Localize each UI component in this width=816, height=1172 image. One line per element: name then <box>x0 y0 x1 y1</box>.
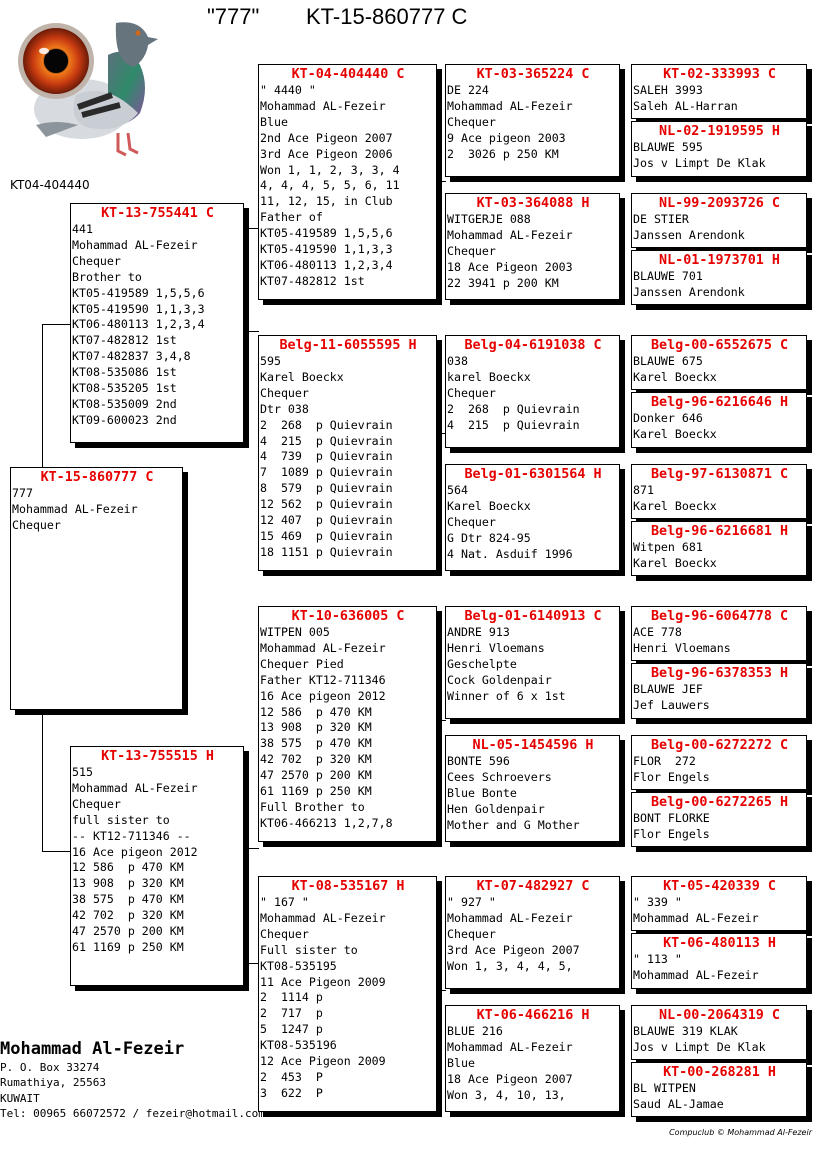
pedigree-line: KT07-482812 1st <box>72 333 177 348</box>
pedigree-line: 777 <box>12 486 33 500</box>
pedigree-line: Flor Engels <box>633 769 710 784</box>
pedigree-line: WITGERJE 088 <box>447 212 531 226</box>
connector-line <box>437 720 446 721</box>
pedigree-line: KT08-535086 1st <box>72 365 177 380</box>
ring-number: KT-03-365224 C <box>476 67 590 82</box>
pedigree-line: Father KT12-711346 <box>260 672 386 687</box>
pedigree-card-g5-3 <box>631 193 807 248</box>
pedigree-line: 13 908 p 320 KM <box>72 876 184 891</box>
pedigree-line: 9 Ace pigeon 2003 <box>447 130 566 145</box>
pedigree-line: ANDRE 913 <box>447 625 510 639</box>
ring-number: KT-08-535167 H <box>291 879 405 894</box>
pedigree-line: Chequer <box>447 243 496 258</box>
pedigree-card-ddd <box>445 1005 620 1112</box>
pedigree-line: KT06-480113 1,2,3,4 <box>260 257 393 272</box>
pedigree-line: Mohammad AL-Fezeir <box>447 1039 573 1054</box>
pedigree-line: 12 Ace Pigeon 2009 <box>260 1054 386 1069</box>
pedigree-line: 564 <box>447 483 468 497</box>
logo-caption: KT04-404440 <box>10 178 90 192</box>
pedigree-line: FLOR 272 <box>633 754 696 768</box>
pedigree-line: DE 224 <box>447 83 489 97</box>
pedigree-line: 515 <box>72 765 93 779</box>
ring-number: Belg-00-6552675 C <box>650 338 789 353</box>
pedigree-line: 16 Ace pigeon 2012 <box>72 844 198 859</box>
pedigree-line: karel Boeckx <box>447 369 531 384</box>
copyright-note: Compuclub © Mohammad Al-Fezeir <box>669 1128 812 1137</box>
pedigree-line: KT07-482812 1st <box>260 273 365 288</box>
pedigree-line: 15 469 p Quievrain <box>260 528 393 543</box>
pedigree-line: WITPEN 005 <box>260 625 330 639</box>
pedigree-line: Chequer <box>12 517 61 532</box>
pedigree-card-dsd <box>445 735 620 842</box>
pedigree-card-g5-13 <box>631 876 807 931</box>
pedigree-line: Chequer <box>72 796 121 811</box>
pedigree-line: 18 Ace Pigeon 2007 <box>447 1071 573 1086</box>
pedigree-card-sss <box>445 64 620 177</box>
pedigree-line: 4, 4, 4, 5, 5, 6, 11 <box>260 178 400 193</box>
pedigree-line: 13 908 p 320 KM <box>260 720 372 735</box>
ring-number: Belg-96-6216646 H <box>650 395 789 410</box>
ring-number: KT-15-860777 C <box>40 470 154 485</box>
connector-line <box>437 990 446 991</box>
pedigree-card-g5-14 <box>631 933 807 989</box>
pedigree-line: Flor Engels <box>633 826 710 841</box>
pedigree-line: Mohammad AL-Fezeir <box>633 967 759 982</box>
pedigree-line: 42 702 p 320 KM <box>260 752 372 767</box>
pedigree-line: 2 268 p Quievrain <box>260 417 393 432</box>
ring-number: NL-01-1973701 H <box>659 253 780 268</box>
pedigree-card-dds <box>445 876 620 989</box>
pedigree-card-ssd <box>445 193 620 300</box>
pedigree-line: 12 562 p Quievrain <box>260 497 393 512</box>
ring-number: KT-04-404440 C <box>291 67 405 82</box>
pedigree-line: Chequer <box>260 926 309 941</box>
ring-number: Belg-11-6055595 H <box>279 338 417 353</box>
pedigree-line: 871 <box>633 483 654 497</box>
pedigree-line: Cock Goldenpair <box>447 672 552 687</box>
pedigree-line: Janssen Arendonk <box>633 284 745 299</box>
ring-number: KT-00-268281 H <box>663 1065 776 1080</box>
pedigree-line: 4 215 p Quievrain <box>447 417 580 432</box>
pedigree-line: Blue <box>260 114 288 129</box>
pedigree-card-g5-15 <box>631 1005 807 1060</box>
pedigree-line: Jos v Limpt De Klak <box>633 155 766 170</box>
pedigree-line: 441 <box>72 222 93 236</box>
pedigree-line: Henri Vloemans <box>633 640 731 655</box>
address-country: KUWAIT <box>0 1091 40 1105</box>
ring-number: KT-13-755441 C <box>101 206 214 221</box>
pedigree-card-dam-dam <box>258 876 437 1112</box>
ring-number: Belg-97-6130871 C <box>650 467 789 482</box>
pedigree-line: KT07-482837 3,4,8 <box>72 349 191 364</box>
pedigree-card-dam <box>70 746 244 986</box>
ring-number: KT-06-480113 H <box>663 936 776 951</box>
pedigree-line: KT09-600023 2nd <box>72 412 177 427</box>
pedigree-line: " 113 " <box>633 952 682 966</box>
ring-number: Belg-01-6140913 C <box>464 609 602 624</box>
pedigree-line: Chequer <box>447 385 496 400</box>
pedigree-line: 47 2570 p 200 KM <box>72 924 184 939</box>
pedigree-card-g5-8 <box>631 521 807 576</box>
pedigree-line: Cees Schroevers <box>447 769 552 784</box>
pedigree-line: 12 586 p 470 KM <box>72 860 184 875</box>
pedigree-line: DE STIER <box>633 212 689 226</box>
pedigree-line: Mother and G Mother <box>447 817 580 832</box>
pedigree-line: Karel Boeckx <box>633 426 717 441</box>
pedigree-line: Winner of 6 x 1st <box>447 688 566 703</box>
pedigree-line: 11 Ace Pigeon 2009 <box>260 974 386 989</box>
pedigree-line: " 167 " <box>260 895 309 909</box>
pedigree-card-g5-4 <box>631 250 807 305</box>
pedigree-line: Chequer <box>447 114 496 129</box>
pedigree-line: 12 407 p Quievrain <box>260 513 393 528</box>
pedigree-line: 2 1114 p <box>260 990 323 1005</box>
address-line: P. O. Box 33274 <box>0 1061 100 1074</box>
pedigree-line: 7 1089 p Quievrain <box>260 465 393 480</box>
pedigree-line: Jef Lauwers <box>633 697 710 712</box>
pedigree-line: 038 <box>447 354 468 368</box>
pedigree-line: KT08-535196 <box>260 1038 337 1053</box>
pedigree-line: " 927 " <box>447 895 496 909</box>
pedigree-line: ACE 778 <box>633 625 682 639</box>
ring-number: Belg-01-6301564 H <box>464 467 602 482</box>
pedigree-line: Henri Vloemans <box>447 640 545 655</box>
pedigree-line: Karel Boeckx <box>447 498 531 513</box>
pedigree-line: Chequer <box>447 514 496 529</box>
connector-line <box>42 851 70 852</box>
ring-number: KT-06-466216 H <box>476 1008 590 1023</box>
connector-line <box>42 324 43 470</box>
ring-number: KT-07-482927 C <box>476 879 590 894</box>
pedigree-line: 38 575 p 470 KM <box>72 892 184 907</box>
connector-line <box>437 181 446 182</box>
pedigree-line: 18 1151 p Quievrain <box>260 544 393 559</box>
pedigree-line: BL WITPEN <box>633 1081 696 1095</box>
pedigree-line: KT08-535195 <box>260 958 337 973</box>
pigeon-eye-logo <box>16 15 166 167</box>
pedigree-line: -- KT12-711346 -- <box>72 828 191 843</box>
ring-number: Belg-04-6191038 C <box>464 338 602 353</box>
ring-number: Belg-00-6272272 C <box>650 738 789 753</box>
pedigree-line: 2 268 p Quievrain <box>447 401 580 416</box>
pedigree-line: BLAUWE 701 <box>633 269 703 283</box>
pedigree-line: 12 586 p 470 KM <box>260 704 372 719</box>
pedigree-line: Mohammad AL-Fezeir <box>260 910 386 925</box>
pedigree-line: KT05-419589 1,5,5,6 <box>72 285 205 300</box>
ring-number: KT-05-420339 C <box>663 879 776 894</box>
pedigree-card-g5-1 <box>631 64 807 119</box>
pedigree-line: Won 1, 3, 4, 4, 5, <box>447 958 573 973</box>
ring-number: KT-02-333993 C <box>663 67 776 82</box>
pedigree-line: 11, 12, 15, in Club <box>260 194 393 209</box>
pedigree-line: KT06-466213 1,2,7,8 <box>260 815 393 830</box>
pedigree-line: 47 2570 p 200 KM <box>260 768 372 783</box>
pedigree-line: Mohammad AL-Fezeir <box>447 227 573 242</box>
pedigree-line: Brother to <box>72 269 142 284</box>
pedigree-line: 61 1169 p 250 KM <box>72 939 184 954</box>
pedigree-card-g5-11 <box>631 735 807 790</box>
pedigree-line: KT05-419590 1,1,3,3 <box>72 301 205 316</box>
pedigree-line: KT08-535205 1st <box>72 381 177 396</box>
pedigree-line: 2nd Ace Pigeon 2007 <box>260 130 393 145</box>
connector-line <box>42 324 70 325</box>
pedigree-line: KT08-535009 2nd <box>72 396 177 411</box>
ring-number: KT-10-636005 C <box>291 609 405 624</box>
pedigree-line: Won 3, 4, 10, 13, <box>447 1087 566 1102</box>
pedigree-card-sds <box>445 335 620 448</box>
pedigree-line: Saud AL-Jamae <box>633 1096 724 1111</box>
connector-line <box>244 331 259 332</box>
pedigree-line: 38 575 p 470 KM <box>260 736 372 751</box>
pedigree-line: 595 <box>260 354 281 368</box>
pedigree-line: Mohammad AL-Fezeir <box>72 780 198 795</box>
pedigree-line: BONT FLORKE <box>633 811 710 825</box>
pedigree-line: Witpen 681 <box>633 540 703 554</box>
pedigree-line: Chequer <box>72 253 121 268</box>
pedigree-line: 3rd Ace Pigeon 2006 <box>260 146 393 161</box>
pedigree-line: 42 702 p 320 KM <box>72 908 184 923</box>
ring-number: Belg-00-6272265 H <box>650 795 789 810</box>
pedigree-line: 3 622 P <box>260 1085 323 1100</box>
ring-number: Belg-96-6216681 H <box>650 524 789 539</box>
pedigree-card-g5-9 <box>631 606 807 661</box>
pedigree-line: 4 215 p Quievrain <box>260 433 393 448</box>
breeder-name: Mohammad Al-Fezeir <box>0 1039 185 1059</box>
contact-line: Tel: 00965 66072572 / fezeir@hotmail.com <box>0 1107 265 1121</box>
pedigree-line: " 339 " <box>633 895 682 909</box>
pedigree-line: Karel Boeckx <box>633 498 717 513</box>
ring-number: NL-00-2064319 C <box>659 1008 780 1023</box>
pedigree-line: Full Brother to <box>260 799 365 814</box>
pedigree-line: Mohammad AL-Fezeir <box>12 501 138 516</box>
pedigree-line: Blue <box>447 1055 475 1070</box>
ring-number: KT-13-755515 H <box>101 749 214 764</box>
pedigree-line: 61 1169 p 250 KM <box>260 784 372 799</box>
pedigree-line: 8 579 p Quievrain <box>260 481 393 496</box>
pedigree-line: Mohammad AL-Fezeir <box>447 98 573 113</box>
ring-number: KT-03-364088 H <box>476 196 590 211</box>
pedigree-line: 2 3026 p 250 KM <box>447 146 559 161</box>
pedigree-line: BLAUWE JEF <box>633 682 703 696</box>
pedigree-line: Dtr 038 <box>260 401 309 416</box>
pedigree-line: Donker 646 <box>633 411 703 425</box>
ring-number: NL-05-1454596 H <box>472 738 594 753</box>
pedigree-line: Mohammad AL-Fezeir <box>633 910 759 925</box>
pedigree-line: Karel Boeckx <box>633 369 717 384</box>
pedigree-line: full sister to <box>72 812 170 827</box>
pedigree-line: Mohammad AL-Fezeir <box>260 640 386 655</box>
pedigree-line: Karel Boeckx <box>633 555 717 570</box>
pedigree-card-sire <box>70 203 244 443</box>
pedigree-line: BLAUWE 319 KLAK <box>633 1024 738 1038</box>
connector-line <box>244 848 259 849</box>
pedigree-line: 3rd Ace Pigeon 2007 <box>447 942 580 957</box>
pedigree-line: Chequer <box>447 926 496 941</box>
pedigree-line: 4 739 p Quievrain <box>260 449 393 464</box>
pedigree-line: 2 717 p <box>260 1006 323 1021</box>
address-line: Rumathiya, 25563 <box>0 1076 106 1090</box>
ring-number: NL-99-2093726 C <box>659 196 780 211</box>
connector-line <box>244 228 245 332</box>
pedigree-card-dss <box>445 606 620 719</box>
pedigree-card-g5-5 <box>631 335 807 390</box>
pedigree-line: Saleh AL-Harran <box>633 98 738 113</box>
pedigree-line: Janssen Arendonk <box>633 227 745 242</box>
pedigree-line: 22 3941 p 200 KM <box>447 275 559 290</box>
pedigree-line: Chequer <box>260 385 309 400</box>
pedigree-line: KT05-419590 1,1,3,3 <box>260 242 393 257</box>
pedigree-card-g5-12 <box>631 792 807 847</box>
pedigree-card-subject <box>10 467 183 710</box>
pedigree-card-g5-10 <box>631 663 807 719</box>
pedigree-card-g5-7 <box>631 464 807 519</box>
pedigree-line: Mohammad AL-Fezeir <box>260 98 386 113</box>
pedigree-line: BLAUWE 595 <box>633 140 703 154</box>
connector-line <box>244 228 259 229</box>
pedigree-line: 2 453 P <box>260 1069 323 1084</box>
connector-line <box>244 848 245 964</box>
pedigree-line: 4 Nat. Asduif 1996 <box>447 546 573 561</box>
pedigree-line: BLUE 216 <box>447 1024 503 1038</box>
pigeon-nickname: "777" <box>207 4 260 29</box>
ring-number: Belg-96-6378353 H <box>650 666 789 681</box>
pedigree-line: Father of <box>260 210 323 225</box>
pedigree-line: Chequer Pied <box>260 656 344 671</box>
breeder-contact <box>0 1038 265 1122</box>
pedigree-line: KT06-480113 1,2,3,4 <box>72 317 205 332</box>
pigeon-ring-number: KT-15-860777 C <box>306 4 468 29</box>
pedigree-card-sire-sire <box>258 64 437 300</box>
pedigree-line: Karel Boeckx <box>260 369 344 384</box>
pedigree-card-sdd <box>445 464 620 571</box>
pedigree-line: 18 Ace Pigeon 2003 <box>447 259 573 274</box>
ring-number: Belg-96-6064778 C <box>650 609 789 624</box>
pedigree-line: Blue Bonte <box>447 785 517 800</box>
pedigree-card-g5-6 <box>631 392 807 448</box>
pedigree-line: " 4440 " <box>260 83 316 97</box>
pedigree-card-dam-sire <box>258 606 437 842</box>
pedigree-line: Won 1, 1, 2, 3, 3, 4 <box>260 162 400 177</box>
connector-line <box>244 963 259 964</box>
pedigree-line: SALEH 3993 <box>633 83 703 97</box>
connector-line <box>42 712 43 852</box>
pedigree-line: KT05-419589 1,5,5,6 <box>260 226 393 241</box>
pedigree-card-g5-16 <box>631 1062 807 1117</box>
pedigree-line: Jos v Limpt De Klak <box>633 1039 766 1054</box>
ring-number: NL-02-1919595 H <box>659 124 780 139</box>
pedigree-line: Mohammad AL-Fezeir <box>447 910 573 925</box>
pedigree-line: Full sister to <box>260 942 358 957</box>
pedigree-line: Geschelpte <box>447 656 517 671</box>
pedigree-line: 16 Ace pigeon 2012 <box>260 688 386 703</box>
pedigree-card-g5-2 <box>631 121 807 177</box>
pedigree-line: Hen Goldenpair <box>447 801 545 816</box>
pedigree-card-sire-dam <box>258 335 437 571</box>
pedigree-line: BLAUWE 675 <box>633 354 703 368</box>
pedigree-line: BONTE 596 <box>447 754 510 768</box>
pedigree-line: G Dtr 824-95 <box>447 530 531 545</box>
pedigree-line: Mohammad AL-Fezeir <box>72 237 198 252</box>
pedigree-line: 5 1247 p <box>260 1022 323 1037</box>
